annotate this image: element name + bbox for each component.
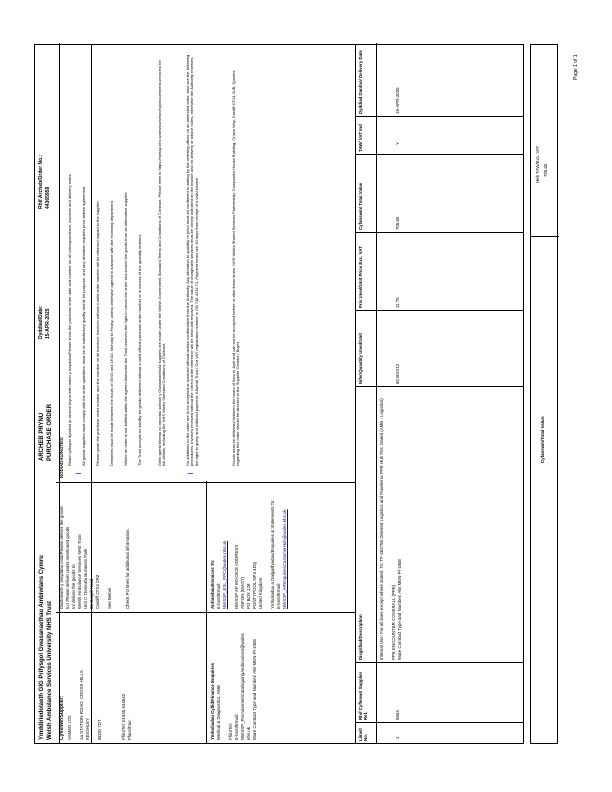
statements-email-link[interactable]: NWSSP_APEnquiriesCustomerHub@wales.nhs.uk (282, 509, 287, 609)
row-1-description-2: PPE ENCOUNTER COVERALL (PPE) (391, 584, 396, 660)
notes-block (56, 44, 356, 482)
delivery-line-3: to/ deliver the goods to: (71, 563, 76, 609)
col-header-line: Llinell No. (358, 728, 368, 741)
invoices-address-1: NWSSP AP INVOICE ADDRESS (234, 544, 239, 609)
row-1-quantity: 60 BOX12 (395, 363, 400, 384)
doc-title-english: PURCHASE ORDER (47, 403, 53, 461)
statements-email-label: E-bost/Email: (276, 582, 281, 609)
notes-terms-block: Gellir gweld telerau ac amodau safonol y Gwasanaeth/All supplies are made under the Welsh Government Standard Terms and Conditions of Contract. Please refer to https://nwssp.nhs.wales/ourservices/procurement-services/ for full details, including the NHS Wales Standard Conditions of Contract. (157, 60, 167, 466)
total-vat-value: 705.60 (543, 163, 548, 177)
invoices-email-link[interactable]: NWSSP_ESL_PPC@wales.nhs.uk (222, 540, 227, 609)
totals-box (530, 44, 558, 744)
finance-enquiries-heading: Ymholiadau Cyllid/Finance Enquiries (210, 662, 215, 740)
total-vat-label: Heb TAW/Exc. VAT (535, 145, 540, 183)
notes-delivery-block: Goods must be delivered between the hours of 9am to 4pm and can not be accepted before or after these times. NHS Wales Shared Services Partnership, Companies House Building, Crown Way, Cardiff CF14 3UB. Queries regarding this order should be directed to the Supplier Contact / Buyer. (231, 70, 241, 466)
row-1-line: 1 (395, 736, 400, 739)
finance-enquiries-email-cont: nhs.uk (246, 727, 251, 740)
doc-title-welsh: ARCHEB PRYNU (39, 412, 45, 461)
supplier-name: VAMED LTD (67, 715, 72, 740)
org-name-welsh: Ymddiriedolaeth GIG Prifysgol Gwasanaethau Ambiwlans Cymru (39, 555, 45, 740)
col-header-description: Disgrifiad/Description (358, 614, 363, 660)
order-lines-table (356, 44, 524, 744)
row-1-description-1: Internal Use: For all lines except where stated. To: TF-363758 Ordered Logistics and Pandemic PPE Hub Ftst. Dared (AMB - Logistics) (379, 398, 384, 660)
row-1-total: 705.60 (395, 216, 400, 230)
notes-item-5: Where an order is not fulfilled within the agreed timescale the Trust reserves the right to cancel the order and source the goods from an alternative supplier. (123, 191, 128, 466)
col-header-delivery-date: Dyddiad Danfon/ Delivery Date (358, 50, 363, 114)
order-date-label: Dyddiad/Date: (38, 305, 44, 339)
invoices-address-3: PO BOX 128 (246, 583, 251, 609)
col-header-total: Cyfanswm/ Total Value (358, 182, 363, 230)
col-header-supplier-ref: Rhif Cyflenwr/ Supplier Ref. (358, 671, 368, 720)
invoices-address-4: PONTYPOOL NP4 4DQ (252, 561, 257, 609)
finance-enquiries-phone: Ffôn/Tel: (228, 723, 233, 740)
page-number: Page 1 of 1 (573, 54, 579, 80)
org-name-english: Welsh Ambulance Services University NHS Trust (47, 600, 53, 740)
invoices-address-2: ANFON (WAST) (240, 576, 245, 609)
finance-enquiries-email-label: E-bost/Email: (234, 713, 239, 740)
supplier-address-2: KEIGHLEY (85, 718, 90, 740)
notes-item-6: The Trust accepts no liability for goods delivered without a valid official purchase order number or in excess of the quantity ordered. (137, 234, 142, 466)
row-1-delivery-date: 15-APR-2025 (395, 87, 400, 114)
address-block (56, 482, 356, 744)
col-header-quantity: Nifer/Quantity Uned/Unit (358, 333, 363, 384)
invoices-address-5: United Kingdom (258, 577, 263, 609)
delivery-line-7: Cardiff CF24 2RZ (95, 574, 100, 609)
row-1-vat: Y (395, 142, 400, 145)
order-number-label: Rhif Archeb/Order No.: (38, 154, 44, 209)
statements-heading: Ymholiadau a Dalgarthiadau/Enquiries & Statements To: (270, 499, 275, 609)
invoices-to-heading: Anfonebau/Invoices To: (210, 559, 215, 609)
delivery-note: See Below (107, 588, 112, 609)
finance-enquiries-email: NWSSP_ProcurementCataloguingAndInvoices@wales (240, 633, 245, 740)
row-1-supplier-ref: 5564 (395, 710, 400, 720)
total-value-label: Cyfanswm/Total Value: (540, 415, 545, 463)
delivery-line-4: Welsh Ambulance Services NHS Trust (77, 534, 82, 609)
order-number-value: 44365958 (45, 186, 51, 209)
row-1-unit-price: 11.76 (395, 297, 400, 308)
col-header-unit-price: Pris Uned/Unit Price Exc. VAT (358, 246, 363, 308)
finance-enquiries-contract: Ware Contract Type and Number: AW MEN-Pl-1908 (252, 639, 257, 740)
delivery-line-2: to:/ Please deliver under mentioned goods (65, 526, 70, 609)
delivery-footer: Check PO lines for additional information. (125, 528, 130, 609)
notes-invoicing-block: No additions to the order are to be accepted or invoiced without written confirmation from the Authority. Any alteration to quantity or price must be confirmed in writing by the ordering officer on an amended order. Also see the following procedures. Invoices received without the correct order reference will be held until resolved. The value of chargeable services must be clearly indicated on the invoice and on delivery or advice notes, otherwise the Authority reserves the right to query and withhold payment. Allwedd Trust / Our VAT registration number is GB 748 4234 73. Payment terms are 30 days from receipt of a valid invoice. (185, 54, 199, 466)
notes-item-2: All goods supplied must comply with the order quantities, must be of satisfactory quality and fit for purpose, and any deviation requires prior written agreement. (81, 185, 86, 466)
order-date-value: 15-APR-2025 (45, 308, 51, 339)
row-1-description-3: Ware Contract Type and Number: AW MEN-Pl-1908 (397, 559, 402, 660)
delivery-line-1: Danfonwch y nwyddau isod/Please deliver the goods (59, 506, 64, 609)
notes-item-3: Please quote the purchase order number and line number on all invoices. Invoices without a valid order number will be returned unpaid to the supplier. (95, 200, 100, 466)
col-header-vat: TAW/ VAT Ind (358, 124, 363, 152)
notes-item-1: Rhaid cyflwyno dyddiad yr archeb brynu wrth anfon y nwyddau/Please show the purchase order date and number on all correspondence, invoices and delivery notes. (67, 173, 72, 466)
supplier-phone: Ffôn/Tel: 01535 634542 (121, 693, 126, 740)
invoices-email-label: E-bost/Email: (216, 582, 221, 609)
delivery-line-6: 35 Cargill Road (89, 578, 94, 609)
delivery-line-5: Unit C Tremorfa Business Park (83, 548, 88, 609)
supplier-label: Cyflenwr/Supplier: (59, 695, 65, 740)
notes-heading: NODIADAU/NOTES: (59, 436, 64, 478)
supplier-address-3: BD20 7DT (97, 719, 102, 740)
notes-item-4: Deliveries must be made between the hours of 09:00 and 16:00, Monday to Friday, unless otherwise agreed in advance with the receiving department. (109, 200, 114, 466)
finance-enquiries-dept: Medical & Diagnostics, AMB (216, 685, 221, 740)
supplier-address-1: 1a STATION ROAD, CROSS HILLS (79, 670, 84, 740)
supplier-fax: Ffacs/Fax: (127, 719, 132, 740)
